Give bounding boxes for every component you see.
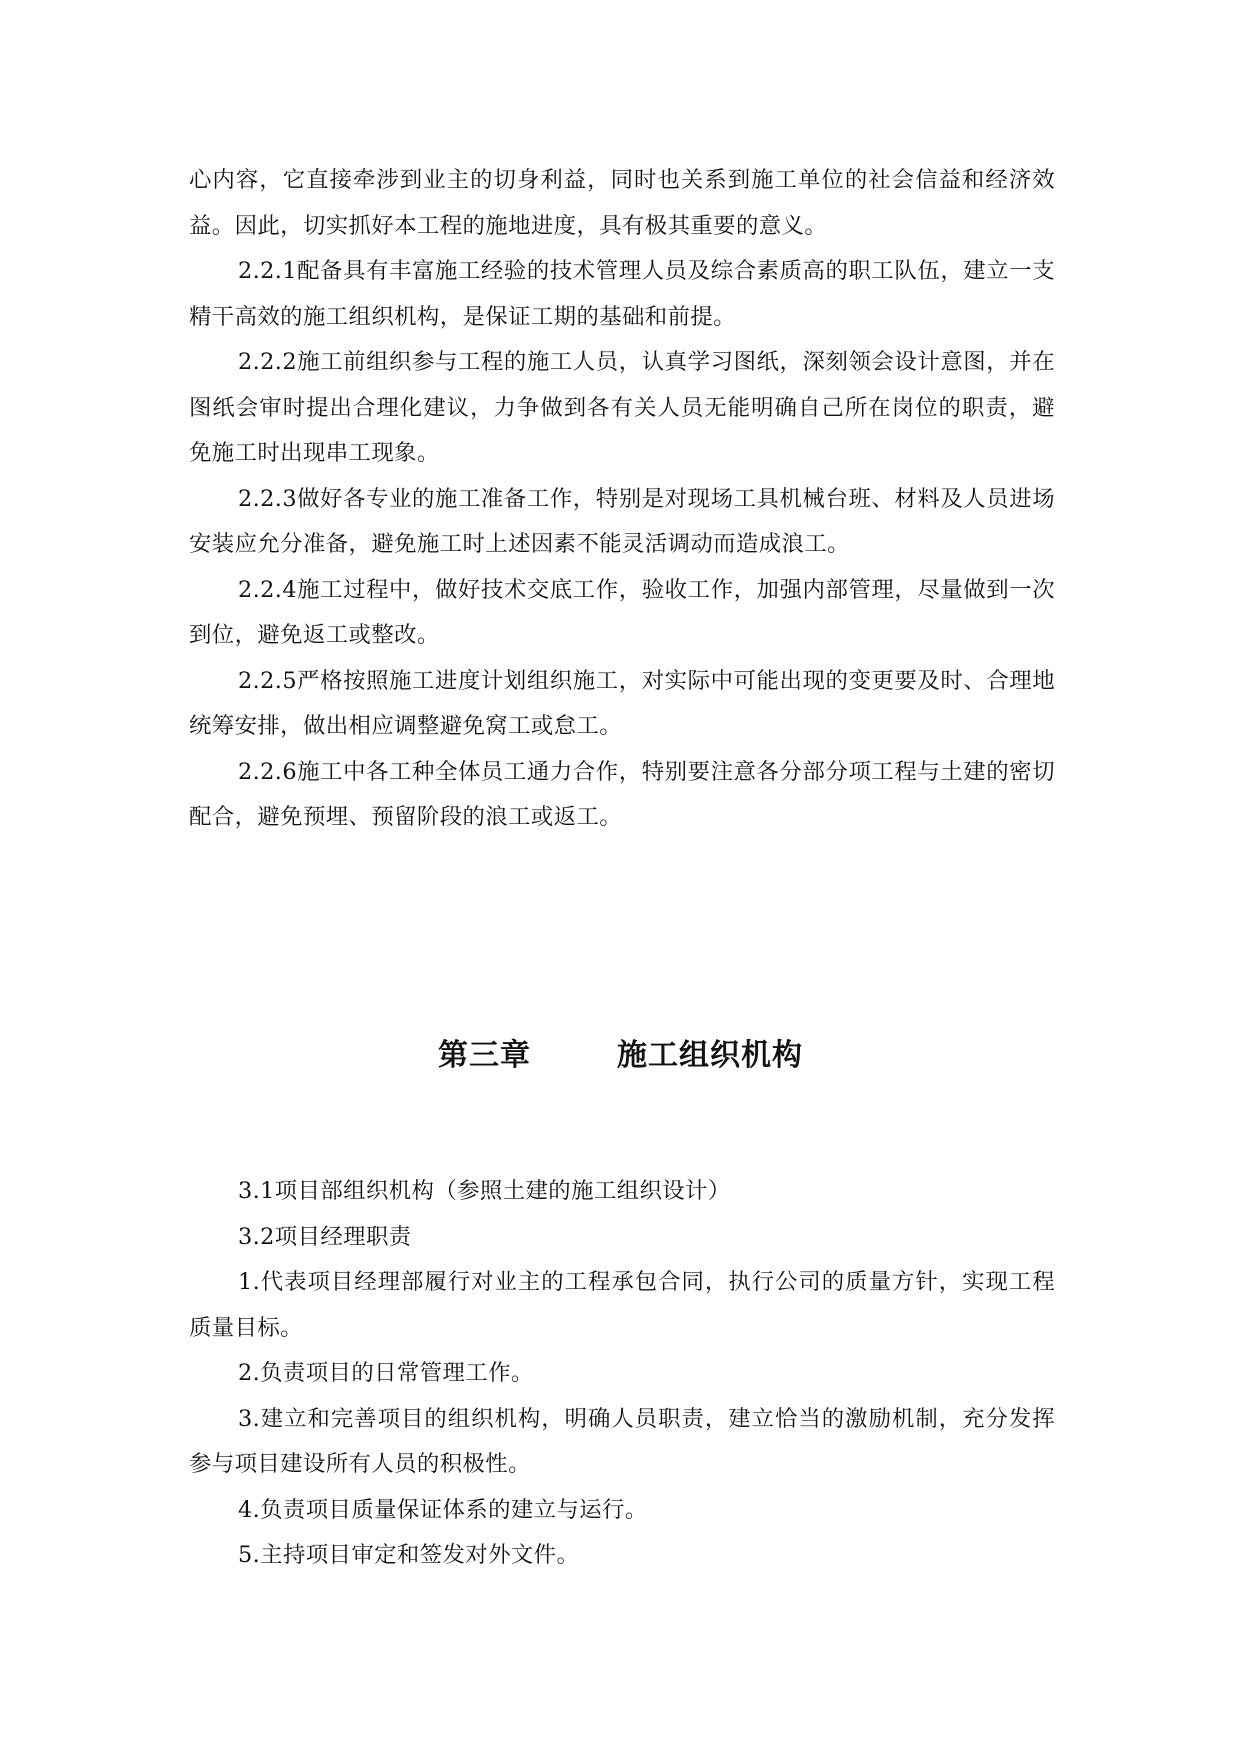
paragraph-2-2-6: 2.2.6施工中各工种全体员工通力合作，特别要注意各分部分项工程与土建的密切配合，避免预埋、预留阶段的浪工或返工。 xyxy=(189,758,1055,830)
list-item-1: 1.代表项目经理部履行对业主的工程承包合同，执行公司的质量方针，实现工程质量目标。 xyxy=(189,1269,1055,1341)
list-item-4: 4.负责项目质量保证体系的建立与运行。 xyxy=(238,1496,648,1523)
chapter-heading xyxy=(0,1036,1241,1076)
top-text-section xyxy=(189,158,1055,841)
list-item-5: 5.主持项目审定和签发对外文件。 xyxy=(238,1542,580,1568)
paragraph-2-2-2: 2.2.2施工前组织参与工程的施工人员，认真学习图纸，深刻领会设计意图，并在图纸会审时提出合理化建议，力争做到各有关人员无能明确自己所在岗位的职责，避免施工时出现串工现象。 xyxy=(189,349,1055,466)
chapter-number: 第三章 xyxy=(438,1038,531,1073)
chapter-title: 施工组织机构 xyxy=(617,1038,803,1073)
paragraph-continuation: 心内容，它直接牵涉到业主的切身利益，同时也关系到施工单位的社会信益和经济效益。因此，切实抓好本工程的施地进度，具有极其重要的意义。 xyxy=(189,167,1055,239)
list-item-3: 3.建立和完善项目的组织机构，明确人员职责，建立恰当的激励机制，充分发挥参与项目建设所有人员的积极性。 xyxy=(189,1405,1055,1477)
paragraph-2-2-3: 2.2.3做好各专业的施工准备工作，特别是对现场工具机械台班、材料及人员进场安装应允分准备，避免施工时上述因素不能灵活调动而造成浪工。 xyxy=(189,485,1055,557)
section-heading-3-2: 3.2项目经理职责 xyxy=(238,1223,412,1250)
paragraph-2-2-5: 2.2.5严格按照施工进度计划组织施工，对实际中可能出现的变更要及时、合理地统筹安排，做出相应调整避免窝工或怠工。 xyxy=(189,667,1055,739)
list-item-2: 2.负责项目的日常管理工作。 xyxy=(238,1360,534,1386)
paragraph-2-2-4: 2.2.4施工过程中，做好技术交底工作，验收工作，加强内部管理，尽量做到一次到位，避免返工或整改。 xyxy=(189,576,1055,648)
section-heading-3-1: 3.1项目部组织机构（参照土建的施工组织设计） xyxy=(238,1178,731,1204)
paragraph-2-2-1: 2.2.1配备具有丰富施工经验的技术管理人员及综合素质高的职工队伍，建立一支精干高效的施工组织机构，是保证工期的基础和前提。 xyxy=(189,258,1055,330)
bottom-text-section xyxy=(189,1169,1055,1579)
